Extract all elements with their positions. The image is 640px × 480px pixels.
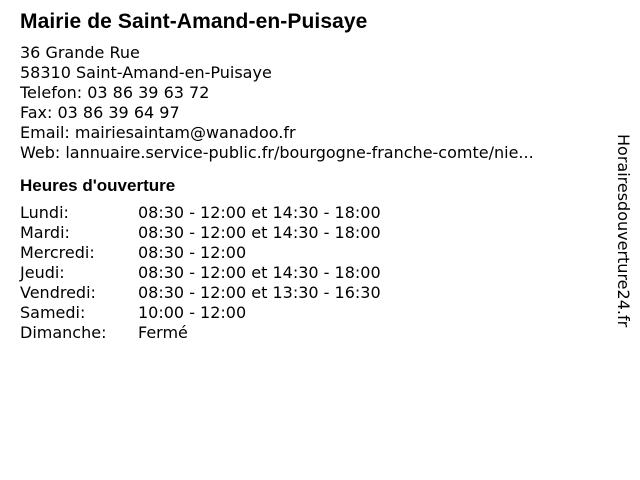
contact-block: [20, 43, 600, 163]
time-value: 08:30 - 12:00: [138, 243, 247, 262]
day-label: Vendredi:: [20, 283, 96, 302]
time-value: 10:00 - 12:00: [138, 303, 247, 322]
day-label: Jeudi:: [20, 263, 65, 282]
hours-row-monday: [20, 203, 600, 223]
hours-row-thursday: [20, 263, 600, 283]
time-value: 08:30 - 12:00 et 14:30 - 18:00: [138, 263, 381, 282]
business-name: Mairie de Saint-Amand-en-Puisaye: [20, 10, 368, 33]
address-street: 36 Grande Rue: [20, 43, 140, 62]
time-value: Fermé: [138, 323, 188, 342]
day-label: Samedi:: [20, 303, 86, 322]
address-city: 58310 Saint-Amand-en-Puisaye: [20, 63, 272, 82]
hours-row-saturday: [20, 303, 600, 323]
fax-line: Fax: 03 86 39 64 97: [20, 103, 180, 122]
day-label: Mercredi:: [20, 243, 95, 262]
time-value: 08:30 - 12:00 et 14:30 - 18:00: [138, 223, 381, 242]
hours-row-tuesday: [20, 223, 600, 243]
hours-row-sunday: [20, 323, 600, 343]
day-label: Dimanche:: [20, 323, 107, 342]
phone-line: Telefon: 03 86 39 63 72: [20, 83, 210, 102]
time-value: 08:30 - 12:00 et 13:30 - 16:30: [138, 283, 381, 302]
day-label: Mardi:: [20, 223, 70, 242]
site-watermark: Horairesdouverture24.fr: [614, 134, 633, 328]
hours-row-friday: [20, 283, 600, 303]
business-card: [20, 9, 600, 343]
opening-hours-table: [20, 203, 600, 343]
web-line: Web: lannuaire.service-public.fr/bourgogne-franche-comte/nie...: [20, 143, 534, 162]
day-label: Lundi:: [20, 203, 69, 222]
hours-row-wednesday: [20, 243, 600, 263]
time-value: 08:30 - 12:00 et 14:30 - 18:00: [138, 203, 381, 222]
opening-hours-heading: Heures d'ouverture: [20, 176, 176, 195]
email-line: Email: mairiesaintam@wanadoo.fr: [20, 123, 296, 142]
